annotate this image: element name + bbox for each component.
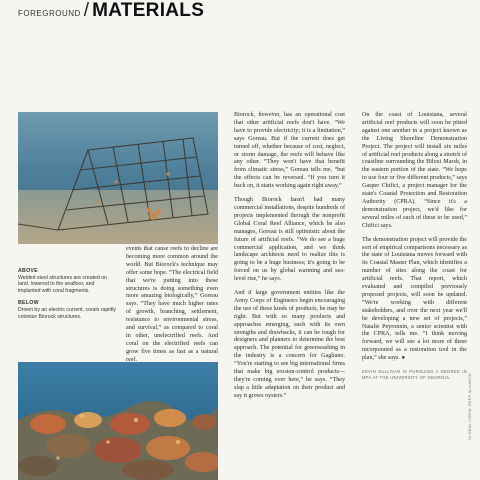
coral-colonized-photo-art [18, 362, 218, 480]
article-column-2 [234, 112, 345, 407]
reef-structure-photo-art [18, 112, 218, 244]
caption-above-text: Welded steel structures are created on land, lowered to the seafloor, and implanted with coral fragments. [18, 274, 108, 294]
article-column-3 [362, 112, 467, 380]
article-paragraph: Biorock, however, has an operational cost that other artificial reefs don't have. “We have to provide electricity; it is a limitation,” says Goreau. But if the current does get turned off, whether because of cost, neglect, or storm damage, the reefs will behave like any other. “They won't have that benefit from climatic stress,” Goreau tells me, “but the effects can be reversed. “If you turn it back on, it starts working again right away.” [234, 112, 345, 190]
article-paragraph: On the coast of Louisiana, several artificial reef products will soon be pitted against one another in a project known as the Living Shoreline Demonstration Project. The project will install six miles of artificial reef products along a stretch of coastline surrounding the Biloxi Marsh, in the eastern portion of the state. “We hope to use four or five different products,” says Gasper Chifici, a project manager for the state's Coastal Protection and Restoration Authority (CPRA). “Since it's a demonstration project, we'd like for several miles of each of these to be used,” Chifici says. [362, 112, 467, 229]
header-slash: / [83, 0, 90, 21]
article-paragraph: Though Biorock hasn't had many commercial installations, despite hundreds of projects implemented through the nonprofit Global Coral Reef Alliance, which he also manages, Goreau is still optimistic about the future of artificial reefs. “We do see a huge commercial application, and we think landscape architects need to realize this is going to be a huge business; it's going to be forced on us by global warming and sea-level rise,” he says. [234, 197, 345, 283]
caption-above-heading: ABOVE [18, 268, 38, 274]
reef-structure-photo [18, 112, 218, 244]
article-paragraph [362, 237, 467, 364]
page-header [18, 0, 204, 24]
photo-credit-vertical: GLOBAL CORAL REEF ALLIANCE [468, 372, 472, 440]
end-mark-icon: ● [401, 355, 406, 362]
photo-captions [18, 268, 118, 320]
page-title: MATERIALS [92, 0, 205, 21]
caption-below-text: Driven by an electric current, corals rapidly colonize Biorock structures. [18, 306, 117, 320]
article-column-1 [126, 246, 218, 371]
coral-colonized-photo [18, 362, 218, 480]
caption-below-heading: BELOW [18, 300, 39, 307]
article-paragraph: And if large government entities like the Army Corps of Engineers begin encouraging the use of these kinds of products, he may be right. But with so many products and approaches emerging, each with its own strengths and drawbacks, it can be tough for designers and planners to determine the best approach. The potential for greenwashing in the industry is a concern for Gagliano. “You're starting to see big international firms that make big erosion-control products—they're coming over here,” he says. “They slap a little adaptation on their product and say it grows oysters.” [234, 290, 345, 399]
article-paragraph: events that cause reefs to decline are becoming more common around the world. But Biorock's technique may offer some hope. “The electrical field that we're putting into these structures is doing something even more amazing biologically,” Goreau says. “They have much higher rates of growth, branching, settlement, resistance to environmental stress, and survival,” as compared to coral in other, unelectrified reefs. And coral on the electrified reefs can grow five times as fast as a natural reef. [126, 246, 218, 363]
article-paragraph-text: The demonstration project will provide the sort of empirical comparisons necessary as the state of Louisiana moves forward with its Coastal Master Plan, which identifies a number of sites along the coast for artificial reefs. That report, which evaluated and compiled previously proposed projects, will soon be updated. “We're working with different stakeholders, and over the next year we'll be developing a new set of projects,” Natalie Peyronnin, a senior scientist with the CPRA, tells me. “I think moving forward, we will see a lot more of these incorporated as a restoration tool in the plan,” she says. [362, 236, 467, 362]
author-credit: KEVIN SULLIVAN IS PURSUING A DEGREE IN MFA AT THE UNIVERSITY OF GEORGIA. [362, 369, 467, 380]
section-label: FOREGROUND [18, 9, 81, 18]
